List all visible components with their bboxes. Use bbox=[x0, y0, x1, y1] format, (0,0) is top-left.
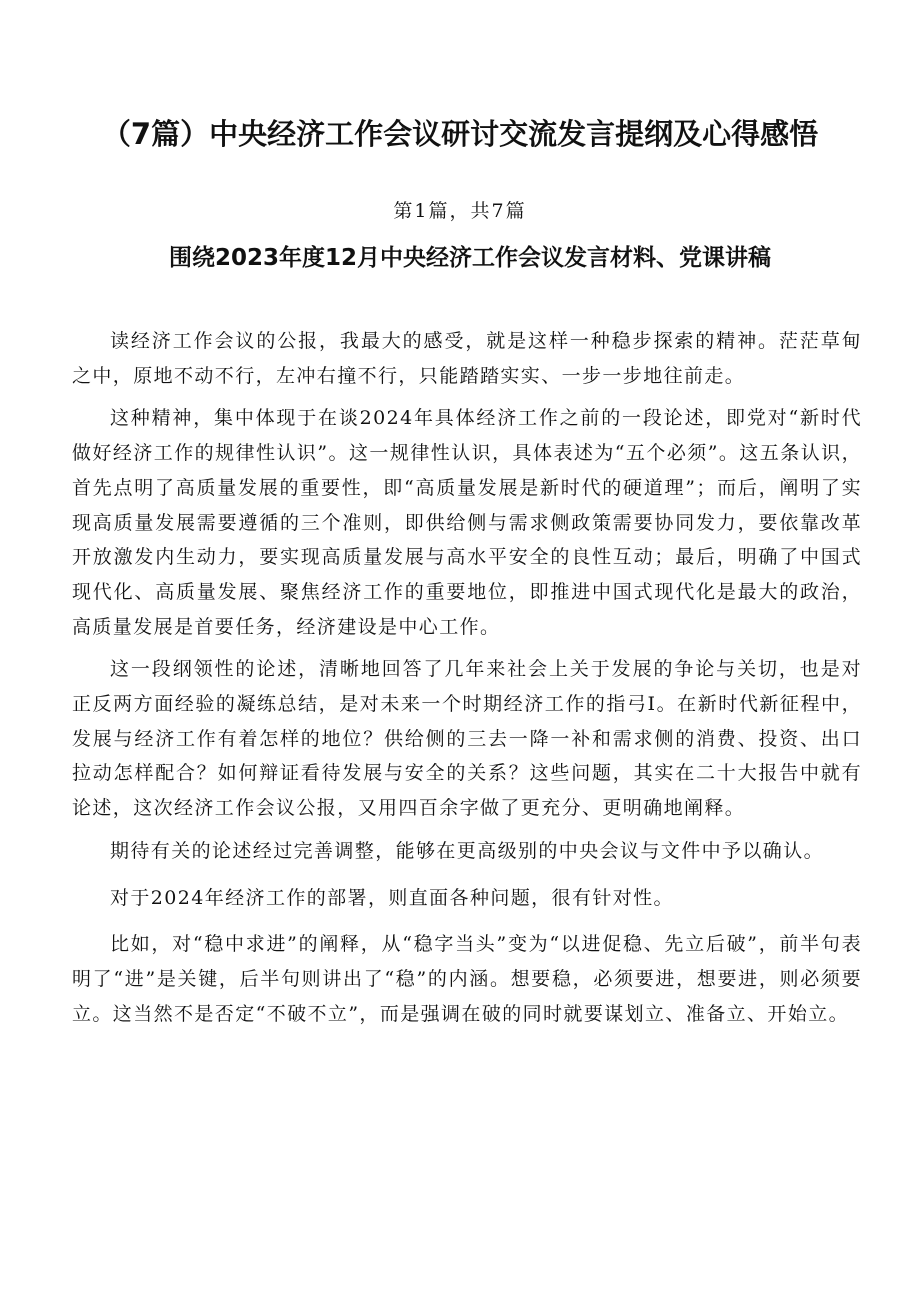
paragraph-2: 这种精神，集中体现于在谈2024年具体经济工作之前的一段论述，即党对“新时代做好经济工作的规律性认识”。这一规律性认识，具体表述为“五个必须”。这五条认识，首先点明了高质量发展的重要性，即“高质量发展是新时代的硬道理”；而后，阐明了实现高质量发展需要遵循的三个准则，即供给侧与需求侧政策需要协同发力，要依靠改革开放激发内生动力，要实现高质量发展与高水平安全的良性互动；最后，明确了中国式现代化、高质量发展、聚焦经济工作的重要地位，即推进中国式现代化是最大的政治，高质量发展是首要任务，经济建设是中心工作。 bbox=[72, 407, 862, 638]
paragraph-5: 对于2024年经济工作的部署，则直面各种问题，很有针对性。 bbox=[110, 886, 674, 909]
paragraph-1: 读经济工作会议的公报，我最大的感受，就是这样一种稳步探索的精神。茫茫草甸之中，原地不动不行，左冲右撞不行，只能踏踏实实、一步一步地往前走。 bbox=[72, 330, 862, 387]
paragraph-4: 期待有关的论述经过完善调整，能够在更高级别的中央会议与文件中予以确认。 bbox=[110, 839, 825, 862]
part-label: 第1篇，共7篇 bbox=[393, 200, 527, 222]
paragraph-6: 比如，对“稳中求进”的阐释，从“稳字当头”变为“以进促稳、先立后破”，前半句表明了“进”是关键，后半句则讲出了“稳”的内涵。想要稳，必须要进，想要进，则必须要立。这当然不是否定“不破不立”，而是强调在破的同时就要谋划立、准备立、开始立。 bbox=[72, 933, 862, 1025]
document-title: （7篇）中央经济工作会议研讨交流发言提纲及心得感悟 bbox=[101, 117, 819, 151]
article-title: 围绕2023年度12月中央经济工作会议发言材料、党课讲稿 bbox=[168, 245, 772, 271]
article-body bbox=[72, 324, 862, 1031]
paragraph-3: 这一段纲领性的论述，清晰地回答了几年来社会上关于发展的争论与关切，也是对正反两方面经验的凝练总结，是对未来一个时期经济工作的指弓I。在新时代新征程中，发展与经济工作有着怎样的地位？供给侧的三去一降一补和需求侧的消费、投资、出口拉动怎样配合？如何辩证看待发展与安全的关系？这些问题，其实在二十大报告中就有论述，这次经济工作会议公报，又用四百余字做了更充分、更明确地阐释。 bbox=[72, 658, 862, 820]
